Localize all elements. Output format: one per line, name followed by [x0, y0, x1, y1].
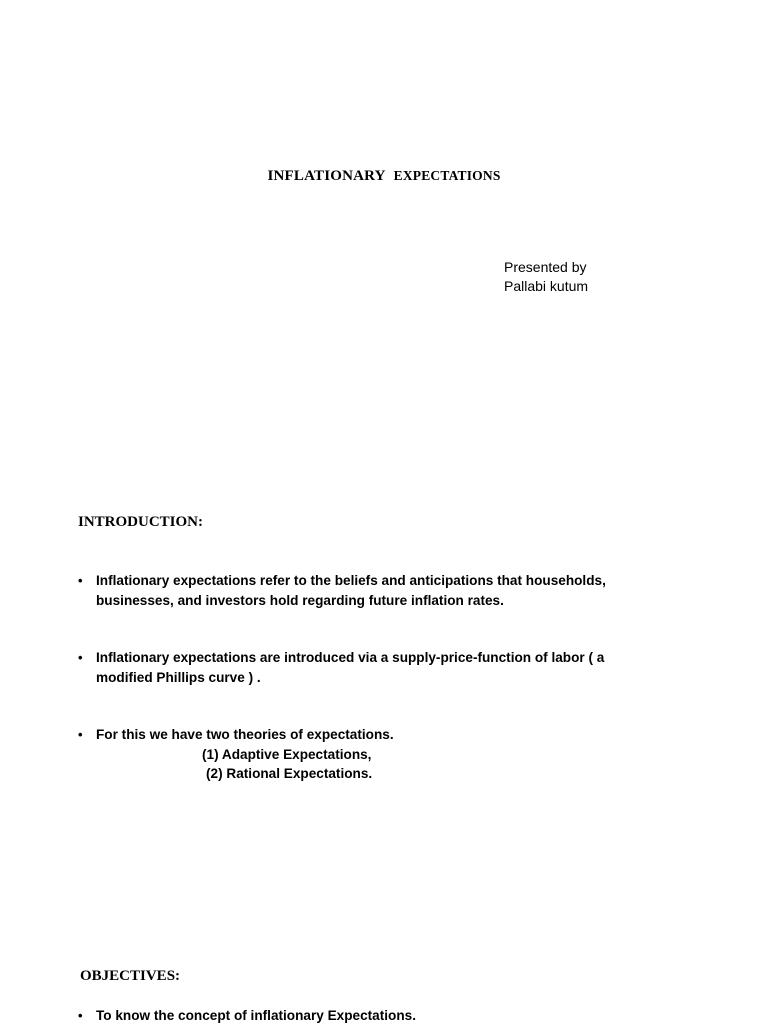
presenter-name: Pallabi kutum: [504, 278, 589, 294]
title-word-1: INFLATIONARY: [267, 168, 386, 184]
bullet-icon: •: [78, 727, 83, 742]
bullet-line: For this we have two theories of expectations.: [96, 727, 394, 742]
list-item: [78, 1006, 698, 1026]
presenter-label: Presented by: [504, 259, 587, 275]
introduction-heading: INTRODUCTION:: [78, 514, 204, 530]
objectives-heading: OBJECTIVES:: [80, 968, 181, 984]
bullet-line: modified Phillips curve ) .: [96, 669, 261, 685]
theory-item-rational: (2) Rational Expectations.: [206, 766, 373, 781]
list-item: [78, 648, 698, 688]
bullet-icon: •: [78, 1008, 83, 1023]
presenter-block: [504, 258, 588, 296]
bullet-icon: •: [78, 650, 83, 665]
list-item: [78, 571, 698, 611]
bullet-line: Inflationary expectations are introduced via a supply-price-function of labor ( a: [96, 650, 605, 665]
theory-item-adaptive: (1) Adaptive Expectations,: [202, 746, 372, 762]
bullet-line: To know the concept of inflationary Expectations.: [96, 1008, 416, 1023]
bullet-line: Inflationary expectations refer to the beliefs and anticipations that households,: [96, 573, 606, 588]
bullet-icon: •: [78, 573, 83, 588]
title-word-2: EXPECTATIONS: [393, 168, 501, 183]
list-item: [78, 725, 698, 785]
document-title: [0, 168, 768, 185]
bullet-line: businesses, and investors hold regarding future inflation rates.: [96, 592, 504, 608]
